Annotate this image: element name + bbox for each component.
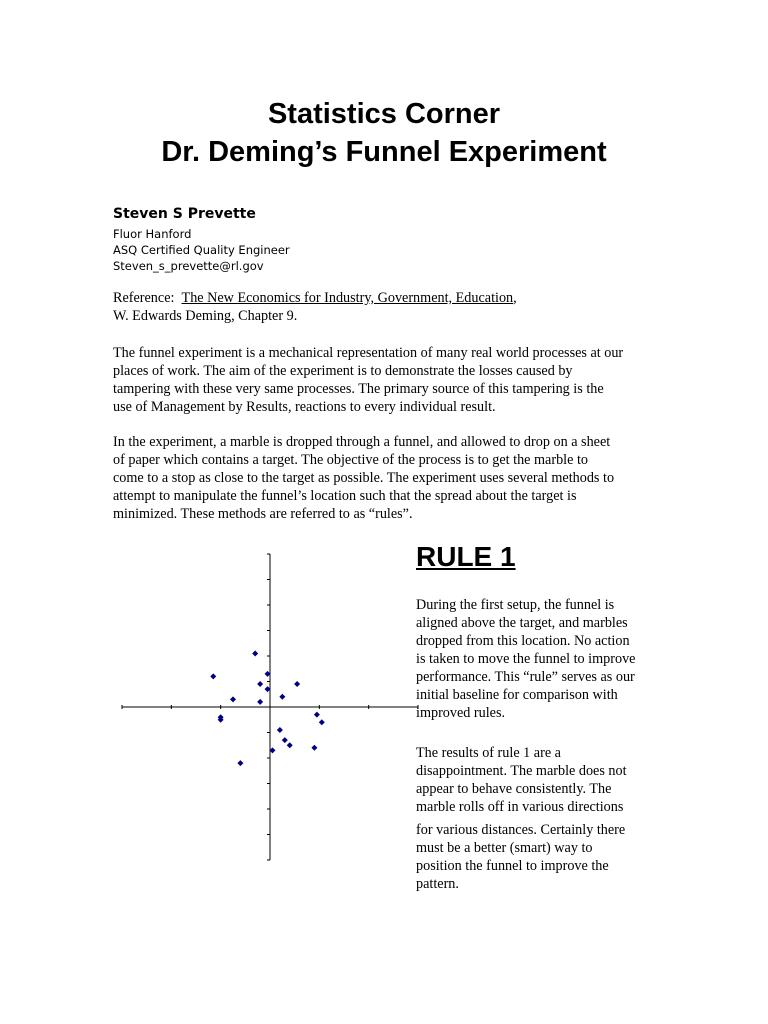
data-point	[287, 742, 293, 748]
reference-book-title: The New Economics for Industry, Government, Education	[181, 290, 514, 306]
rule-results	[416, 744, 627, 893]
rule-text-line: pattern.	[416, 876, 459, 892]
data-point	[257, 699, 263, 705]
data-point	[294, 681, 300, 687]
rule-text-line: position the funnel to improve the	[416, 858, 609, 874]
rule-text-line: disappointment. The marble does not	[416, 763, 627, 779]
reference-block	[113, 289, 673, 325]
reference-line-2: W. Edwards Deming, Chapter 9.	[113, 308, 298, 324]
rule-text-line: improved rules.	[416, 705, 506, 721]
data-point	[314, 712, 320, 718]
author-organization: Fluor Hanford	[113, 227, 192, 241]
paragraph-intro	[113, 344, 673, 416]
funnel-scatter-plot	[118, 548, 422, 866]
rule-text-line: must be a better (smart) way to	[416, 840, 593, 856]
rule-description	[416, 596, 635, 722]
paragraph-line: In the experiment, a marble is dropped through a funnel, and allowed to drop on a sheet	[113, 434, 611, 450]
rule-text-line: marble rolls off in various directions	[416, 799, 624, 815]
paragraph-line: The funnel experiment is a mechanical representation of many real world processes at our	[113, 345, 624, 361]
rule-text-line: During the first setup, the funnel is	[416, 597, 615, 613]
paragraph-line: places of work. The aim of the experiment is to demonstrate the losses caused by	[113, 363, 573, 379]
author-credential: ASQ Certified Quality Engineer	[113, 243, 290, 257]
chart-axes	[122, 554, 418, 860]
rule-text-line: dropped from this location. No action	[416, 633, 630, 649]
data-point	[210, 673, 216, 679]
data-point	[237, 760, 243, 766]
rule-text-line: initial baseline for comparison with	[416, 687, 618, 703]
paragraph-experiment	[113, 433, 673, 523]
reference-punct: ,	[513, 290, 517, 306]
data-point	[257, 681, 263, 687]
author-name: Steven S Prevette	[113, 206, 256, 222]
page-title-line-1: Statistics Corner	[267, 98, 501, 130]
data-point	[279, 694, 285, 700]
data-point	[311, 745, 317, 751]
rule-text-line: for various distances. Certainly there	[416, 822, 626, 838]
data-point	[252, 650, 258, 656]
rule-text-line: is taken to move the funnel to improve	[416, 651, 636, 667]
data-point	[282, 737, 288, 743]
paragraph-line: use of Management by Results, reactions to every individual result.	[113, 399, 496, 415]
paragraph-line: minimized. These methods are referred to as “rules”.	[113, 506, 413, 522]
rule-text-line: appear to behave consistently. The	[416, 781, 612, 797]
rule-heading: RULE 1	[416, 541, 516, 572]
data-point	[230, 696, 236, 702]
paragraph-line: attempt to manipulate the funnel’s location such that the spread about the target is	[113, 488, 577, 504]
author-email[interactable]: Steven_s_prevette@rl.gov	[113, 259, 264, 273]
rule-text-line: aligned above the target, and marbles	[416, 615, 628, 631]
rule-text-line: performance. This “rule” serves as our	[416, 669, 635, 685]
paragraph-line: tampering with these very same processes. The primary source of this tampering is the	[113, 381, 604, 397]
reference-prefix: Reference:	[113, 290, 175, 306]
page-title-line-2: Dr. Deming’s Funnel Experiment	[161, 136, 607, 168]
data-point	[319, 719, 325, 725]
chart-points	[210, 650, 325, 766]
paragraph-line: of paper which contains a target. The objective of the process is to get the marble to	[113, 452, 588, 468]
data-point	[277, 727, 283, 733]
paragraph-line: come to a stop as close to the target as possible. The experiment uses several methods to	[113, 470, 615, 486]
rule-text-line: The results of rule 1 are a	[416, 745, 561, 761]
